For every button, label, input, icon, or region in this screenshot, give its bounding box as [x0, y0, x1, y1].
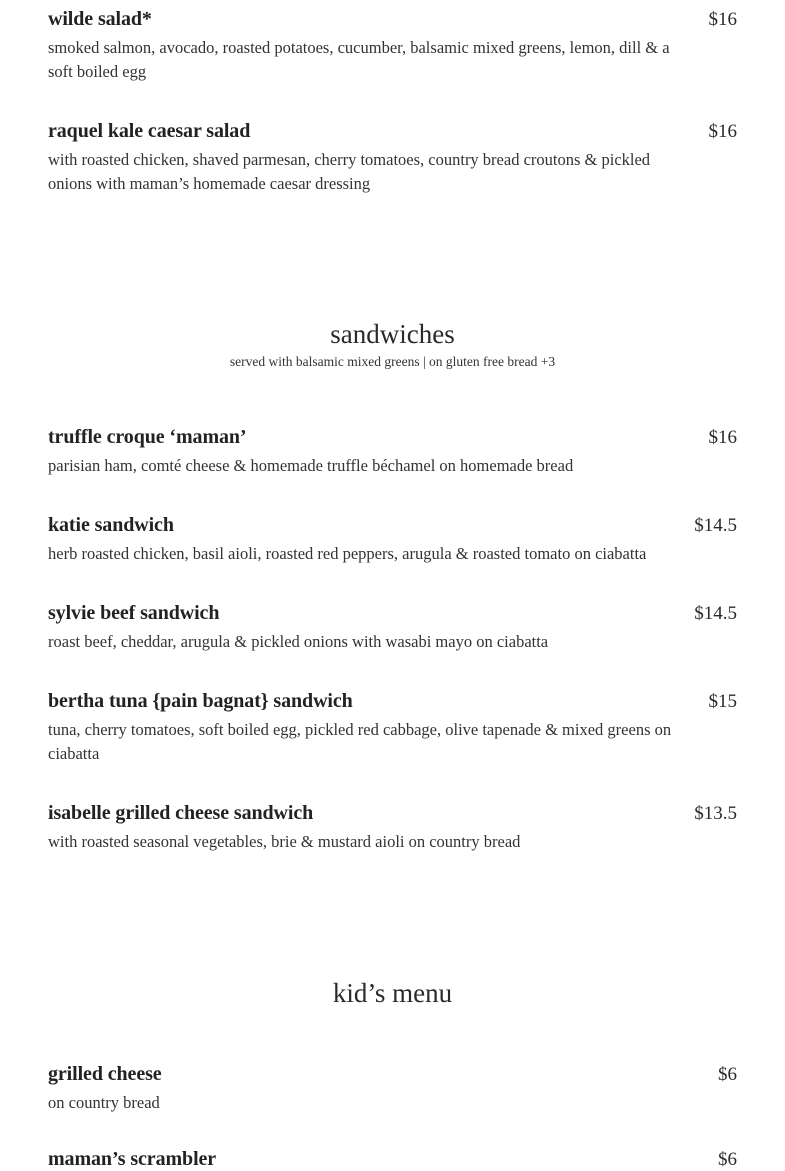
menu-item-bertha-tuna-sandwich	[48, 690, 737, 765]
menu-item-price: $14.5	[694, 603, 737, 624]
menu-item-name: truffle croque ‘maman’	[48, 426, 247, 448]
menu-item-kids-grilled-cheese	[48, 1063, 737, 1115]
menu-item-raquel-kale-caesar-salad	[48, 120, 737, 195]
menu-item-description: herb roasted chicken, basil aioli, roasted red peppers, arugula & roasted tomato on ciabatta	[48, 544, 647, 563]
menu-item-isabelle-grilled-cheese	[48, 802, 737, 854]
section-title-kids-menu: kid’s menu	[332, 978, 453, 1008]
menu-item-name: wilde salad*	[48, 8, 152, 30]
menu-item-description: smoked salmon, avocado, roasted potatoes, cucumber, balsamic mixed greens, lemon, dill & a soft boiled egg	[48, 38, 670, 81]
menu-item-description: parisian ham, comté cheese & homemade truffle béchamel on homemade bread	[48, 456, 574, 475]
menu-item-name: bertha tuna {pain bagnat} sandwich	[48, 690, 353, 712]
menu-item-sylvie-beef-sandwich	[48, 602, 737, 654]
menu-item-name: raquel kale caesar salad	[48, 120, 251, 142]
menu-item-description: with roasted seasonal vegetables, brie & mustard aioli on country bread	[48, 832, 521, 851]
menu-item-description: with roasted chicken, shaved parmesan, cherry tomatoes, country bread croutons & pickled onions with maman’s homemade caesar dressing	[48, 150, 651, 193]
menu-item-price: $6	[718, 1064, 737, 1085]
menu-item-price: $6	[718, 1149, 737, 1170]
menu-item-price: $16	[708, 121, 737, 142]
menu-item-description: on country bread	[48, 1093, 160, 1112]
section-subtitle-sandwiches: served with balsamic mixed greens | on gluten free bread +3	[229, 354, 556, 369]
menu-item-price: $16	[708, 9, 737, 30]
menu-item-price: $16	[708, 427, 737, 448]
menu-item-description: roast beef, cheddar, arugula & pickled onions with wasabi mayo on ciabatta	[48, 632, 549, 651]
menu-item-name: maman’s scrambler	[48, 1148, 217, 1170]
menu-item-name: isabelle grilled cheese sandwich	[48, 802, 314, 824]
menu-item-katie-sandwich	[48, 514, 737, 566]
menu-item-price: $13.5	[694, 803, 737, 824]
menu-item-price: $15	[708, 691, 737, 712]
menu-item-name: katie sandwich	[48, 514, 174, 536]
menu-item-wilde-salad	[48, 8, 737, 83]
menu-item-price: $14.5	[694, 515, 737, 536]
menu-item-name: grilled cheese	[48, 1063, 162, 1085]
menu-item-description: tuna, cherry tomatoes, soft boiled egg, pickled red cabbage, olive tapenade & mixed greens on ciabatta	[48, 720, 672, 763]
menu-item-truffle-croque	[48, 426, 737, 478]
menu-item-name: sylvie beef sandwich	[48, 602, 220, 624]
section-title-sandwiches: sandwiches	[330, 319, 455, 349]
